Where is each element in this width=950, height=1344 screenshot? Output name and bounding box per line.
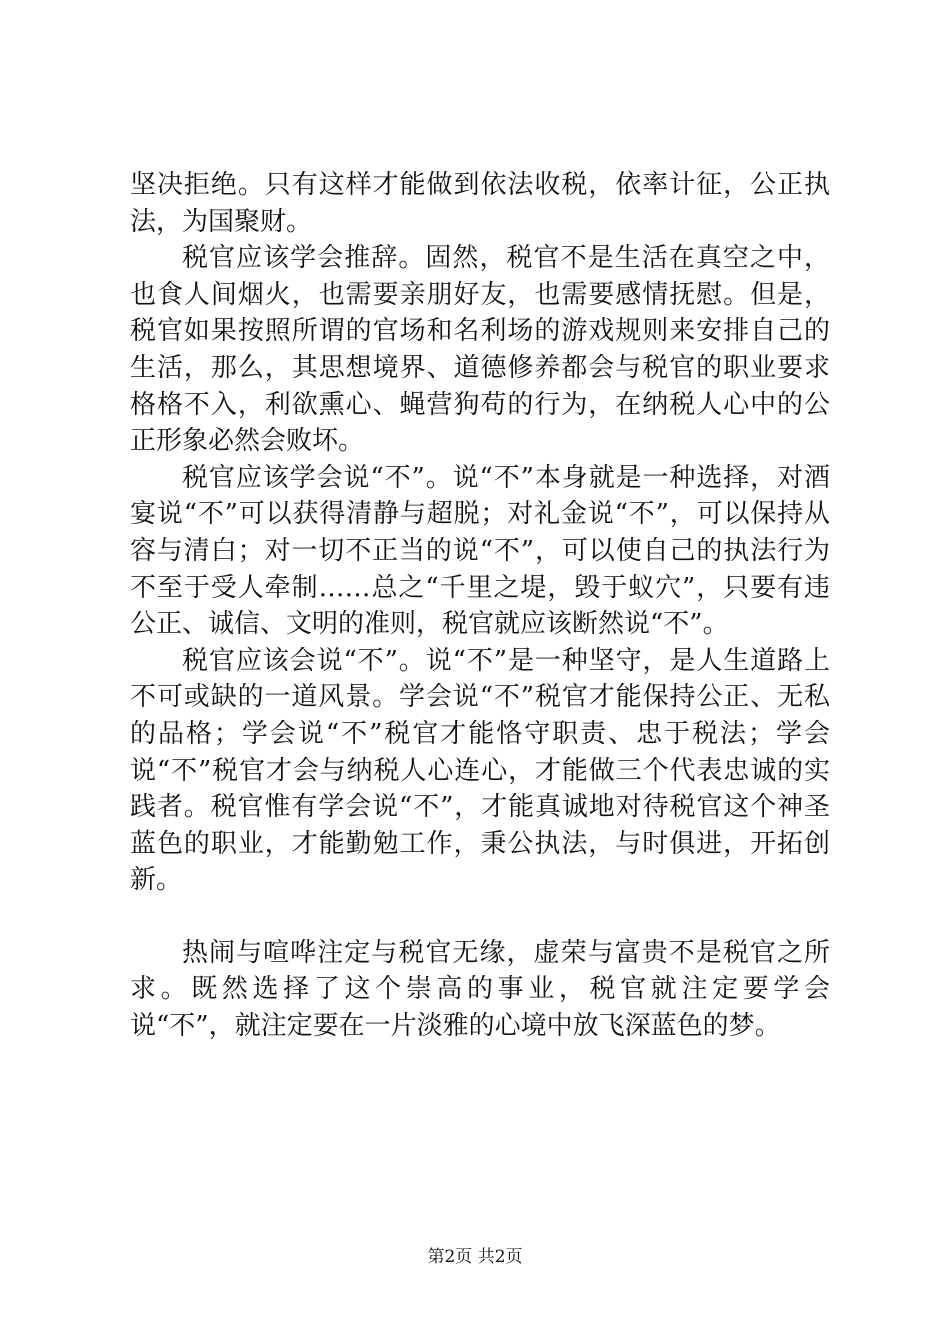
paragraph-5: 热闹与喧哗注定与税官无缘，虚荣与富贵不是税官之所求。既然选择了这个崇高的事业，税官就注定要学会说“不”，就注定要在一片淡雅的心境中放飞深蓝色的梦。 xyxy=(130,937,830,1042)
paragraph-4: 税官应该会说“不”。说“不”是一种坚守，是人生道路上不可或缺的一道风景。学会说“不”税官才能保持公正、无私的品格；学会说“不”税官才能恪守职责、忠于税法；学会说“不”税官才会与纳税人心连心，才能做三个代表忠诚的实践者。税官惟有学会说“不”，才能真诚地对待税官这个神圣蓝色的职业，才能勤勉工作，秉公执法，与时俱进，开拓创新。 xyxy=(130,645,830,896)
paragraph-1: 坚决拒绝。只有这样才能做到依法收税，依率计征，公正执法，为国聚财。 xyxy=(130,170,830,237)
paragraph-2: 税官应该学会推辞。固然，税官不是生活在真空之中，也食人间烟火，也需要亲朋好友，也需要感情抚慰。但是，税官如果按照所谓的官场和名利场的游戏规则来安排自己的生活，那么，其思想境界、道德修养都会与税官的职业要求格格不入，利欲熏心、蝇营狗苟的行为，在纳税人心中的公正形象必然会败坏。 xyxy=(130,243,830,457)
document-body xyxy=(130,167,830,1045)
page-number-footer: 第2页 共2页 xyxy=(427,1247,523,1267)
paragraph-3: 税官应该学会说“不”。说“不”本身就是一种选择，对酒宴说“不”可以获得清静与超脱；对礼金说“不”，可以保持从容与清白；对一切不正当的说“不”，可以使自己的执法行为不至于受人牵制……总之“千里之堤，毁于蚁穴”，只要有违公正、诚信、文明的准则，税官就应该断然说“不”。 xyxy=(130,462,830,640)
